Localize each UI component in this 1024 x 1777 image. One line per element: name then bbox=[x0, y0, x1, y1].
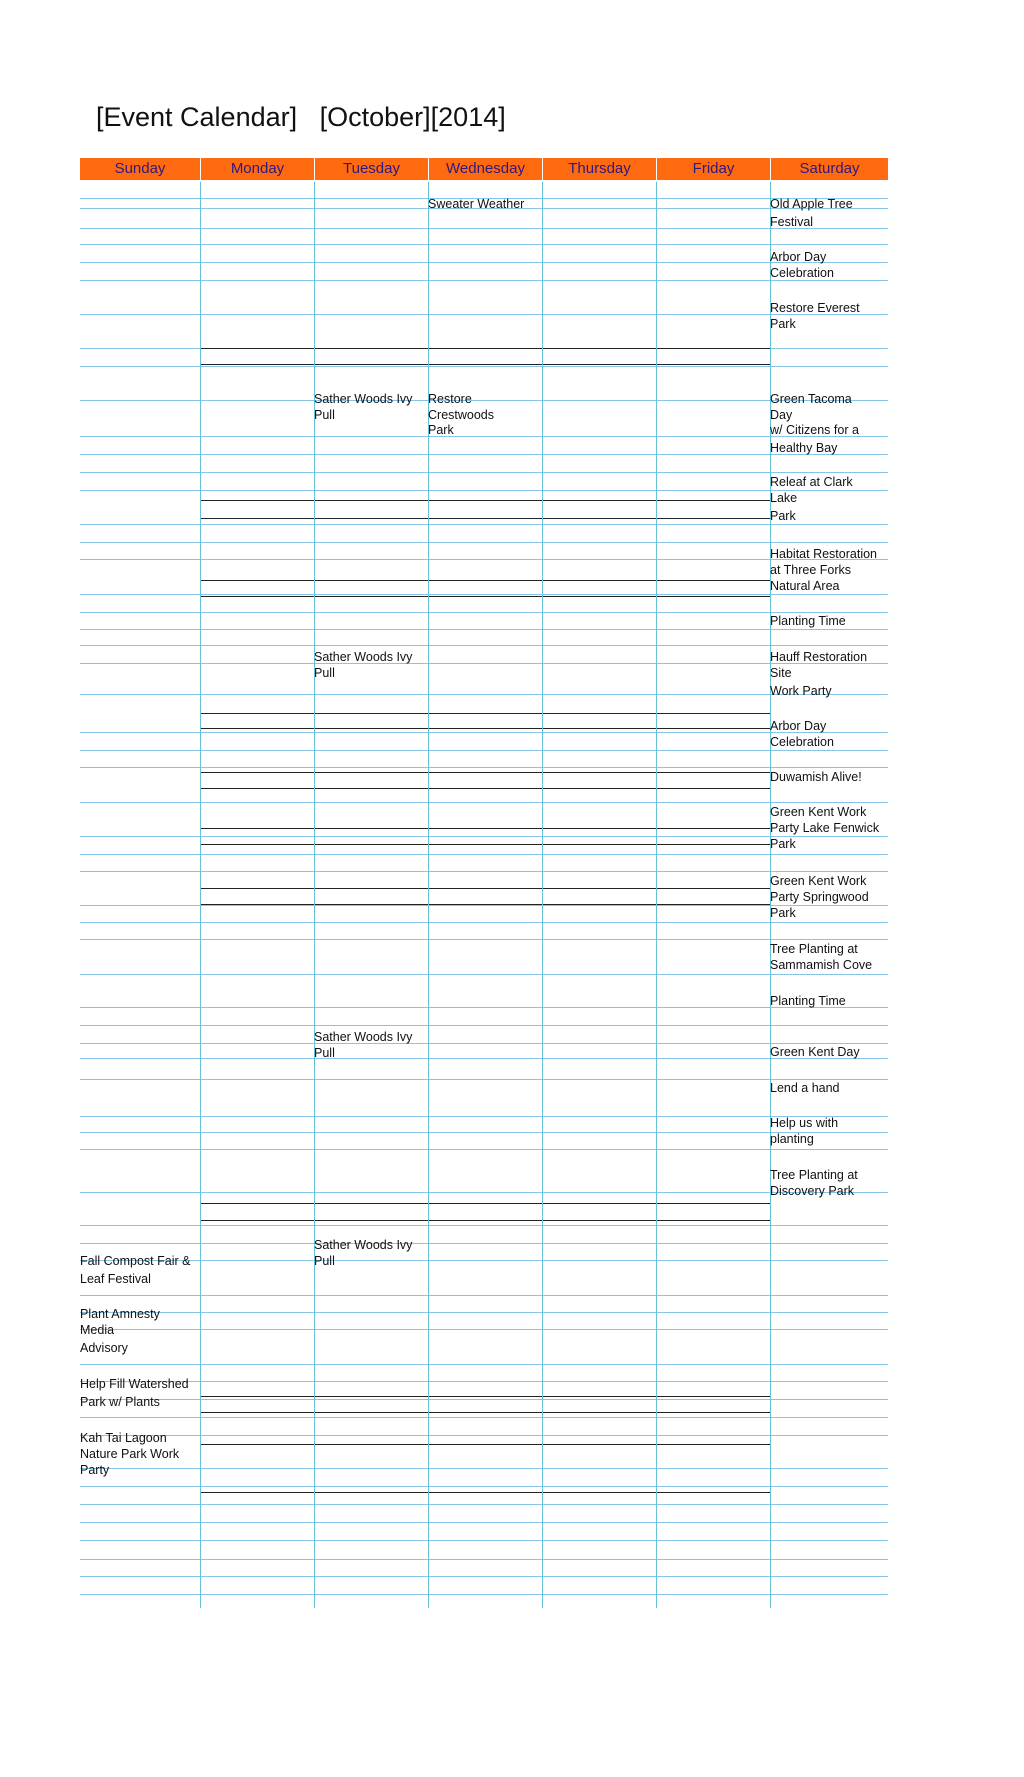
event-cell: Plant Amnesty Media bbox=[80, 1307, 160, 1337]
grid-row-line bbox=[80, 1058, 888, 1059]
grid-row-line bbox=[80, 1468, 888, 1469]
calendar-grid bbox=[80, 158, 888, 1608]
grid-row-line bbox=[80, 1417, 888, 1418]
grid-row-line bbox=[80, 1381, 888, 1382]
grid-row-line bbox=[80, 524, 888, 525]
grid-row-line bbox=[80, 645, 888, 646]
event-cell: Sather Woods Ivy Pull bbox=[314, 392, 413, 422]
week-separator-line bbox=[200, 1492, 770, 1493]
event-cell: Park w/ Plants bbox=[80, 1395, 160, 1409]
grid-row-line bbox=[80, 612, 888, 613]
event-cell: Fall Compost Fair & bbox=[80, 1254, 191, 1268]
grid-row-line bbox=[80, 1522, 888, 1523]
event-cell: Sather Woods Ivy Pull bbox=[314, 650, 413, 680]
week-separator-line bbox=[200, 728, 770, 729]
event-cell: Park bbox=[428, 423, 454, 437]
event-cell: Old Apple Tree bbox=[770, 197, 853, 211]
grid-row-line bbox=[80, 750, 888, 751]
grid-column-line bbox=[200, 182, 201, 1608]
grid-row-line bbox=[80, 1504, 888, 1505]
day-header-saturday: Saturday bbox=[771, 158, 888, 180]
week-separator-line bbox=[200, 500, 770, 501]
event-cell: Healthy Bay bbox=[770, 441, 838, 455]
grid-row-line bbox=[80, 1295, 888, 1296]
grid-row-line bbox=[80, 1225, 888, 1226]
event-cell: Help Fill Watershed bbox=[80, 1377, 189, 1391]
event-cell: Sather Woods Ivy Pull bbox=[314, 1030, 413, 1060]
grid-row-line bbox=[80, 1312, 888, 1313]
week-separator-line bbox=[200, 348, 770, 349]
grid-row-line bbox=[80, 974, 888, 975]
week-separator-line bbox=[200, 828, 770, 829]
event-cell: Leaf Festival bbox=[80, 1272, 151, 1286]
week-separator-line bbox=[200, 844, 770, 845]
grid-row-line bbox=[80, 1192, 888, 1193]
grid-column-line bbox=[542, 182, 543, 1608]
grid-row-line bbox=[80, 1540, 888, 1541]
day-header-friday: Friday bbox=[657, 158, 770, 180]
grid-row-line bbox=[80, 922, 888, 923]
grid-row-line bbox=[80, 1576, 888, 1577]
grid-row-line bbox=[80, 1043, 888, 1044]
event-cell: Planting Time bbox=[770, 614, 846, 628]
day-header-sunday: Sunday bbox=[80, 158, 200, 180]
grid-row-line bbox=[80, 854, 888, 855]
grid-row-line bbox=[80, 905, 888, 906]
week-separator-line bbox=[200, 1412, 770, 1413]
grid-row-line bbox=[80, 1007, 888, 1008]
grid-row-line bbox=[80, 594, 888, 595]
week-separator-line bbox=[200, 580, 770, 581]
event-cell: Green Tacoma Day bbox=[770, 392, 852, 422]
grid-row-line bbox=[80, 802, 888, 803]
event-cell: w/ Citizens for a bbox=[770, 423, 859, 437]
grid-row-line bbox=[80, 1486, 888, 1487]
week-separator-line bbox=[200, 364, 770, 365]
grid-row-line bbox=[80, 1132, 888, 1133]
grid-row-line bbox=[80, 472, 888, 473]
event-cell: Advisory bbox=[80, 1341, 128, 1355]
grid-row-line bbox=[80, 1435, 888, 1436]
grid-row-line bbox=[80, 1260, 888, 1261]
event-cell: Hauff Restoration Site bbox=[770, 650, 868, 680]
week-separator-line bbox=[200, 772, 770, 773]
event-cell: Help us with planting bbox=[770, 1116, 839, 1146]
grid-row-line bbox=[80, 1594, 888, 1595]
week-separator-line bbox=[200, 1396, 770, 1397]
grid-row-line bbox=[80, 1329, 888, 1330]
event-cell: Kah Tai Lagoon Nature Park Work Party bbox=[80, 1431, 180, 1477]
page-title: [Event Calendar] [October][2014] bbox=[96, 102, 506, 132]
event-cell: Arbor Day Celebration bbox=[770, 719, 834, 749]
grid-row-line bbox=[80, 1243, 888, 1244]
day-header-wednesday: Wednesday bbox=[429, 158, 542, 180]
grid-row-line bbox=[80, 836, 888, 837]
week-separator-line bbox=[200, 888, 770, 889]
grid-row-line bbox=[80, 694, 888, 695]
grid-row-line bbox=[80, 629, 888, 630]
week-separator-line bbox=[200, 904, 770, 905]
grid-row-line bbox=[80, 314, 888, 315]
grid-row-line bbox=[80, 559, 888, 560]
event-cell: Green Kent Day bbox=[770, 1045, 860, 1059]
event-cell: Green Kent Work Party Springwood Park bbox=[770, 874, 869, 920]
grid-row-line bbox=[80, 454, 888, 455]
event-cell: Restore Everest Park bbox=[770, 301, 860, 331]
event-cell: Arbor Day Celebration bbox=[770, 250, 834, 280]
day-header-monday: Monday bbox=[201, 158, 314, 180]
grid-row-line bbox=[80, 1149, 888, 1150]
day-header-tuesday: Tuesday bbox=[315, 158, 428, 180]
grid-row-line bbox=[80, 542, 888, 543]
grid-row-line bbox=[80, 1079, 888, 1080]
grid-row-line bbox=[80, 1364, 888, 1365]
grid-row-line bbox=[80, 244, 888, 245]
event-cell: Tree Planting at Sammamish Cove bbox=[770, 942, 873, 972]
grid-row-line bbox=[80, 228, 888, 229]
week-separator-line bbox=[200, 713, 770, 714]
week-separator-line bbox=[200, 788, 770, 789]
event-cell: Releaf at Clark Lake bbox=[770, 475, 853, 505]
event-cell: Lend a hand bbox=[770, 1081, 840, 1095]
grid-row-line bbox=[80, 663, 888, 664]
event-cell: Tree Planting at Discovery Park bbox=[770, 1168, 858, 1198]
week-separator-line bbox=[200, 1220, 770, 1221]
event-cell: Duwamish Alive! bbox=[770, 770, 862, 784]
event-cell: Festival bbox=[770, 215, 814, 229]
event-cell: Sweater Weather bbox=[428, 197, 525, 211]
event-cell: Work Party bbox=[770, 684, 832, 698]
grid-row-line bbox=[80, 871, 888, 872]
week-separator-line bbox=[200, 1203, 770, 1204]
grid-row-line bbox=[80, 732, 888, 733]
grid-row-line bbox=[80, 1559, 888, 1560]
week-separator-line bbox=[200, 596, 770, 597]
grid-row-line bbox=[80, 366, 888, 367]
event-cell: Planting Time bbox=[770, 994, 846, 1008]
week-separator-line bbox=[200, 518, 770, 519]
grid-column-line bbox=[656, 182, 657, 1608]
grid-row-line bbox=[80, 280, 888, 281]
day-header-thursday: Thursday bbox=[543, 158, 656, 180]
grid-row-line bbox=[80, 1025, 888, 1026]
grid-row-line bbox=[80, 1399, 888, 1400]
event-cell: Habitat Restoration at Three Forks Natural Area bbox=[770, 547, 878, 593]
event-cell: Green Kent Work Party Lake Fenwick Park bbox=[770, 805, 880, 851]
event-cell: Restore Crestwoods bbox=[428, 392, 494, 422]
grid-row-line bbox=[80, 1116, 888, 1117]
grid-row-line bbox=[80, 939, 888, 940]
grid-row-line bbox=[80, 490, 888, 491]
event-cell: Sather Woods Ivy Pull bbox=[314, 1238, 413, 1268]
event-cell: Park bbox=[770, 509, 796, 523]
grid-row-line bbox=[80, 262, 888, 263]
week-separator-line bbox=[200, 1444, 770, 1445]
grid-row-line bbox=[80, 767, 888, 768]
